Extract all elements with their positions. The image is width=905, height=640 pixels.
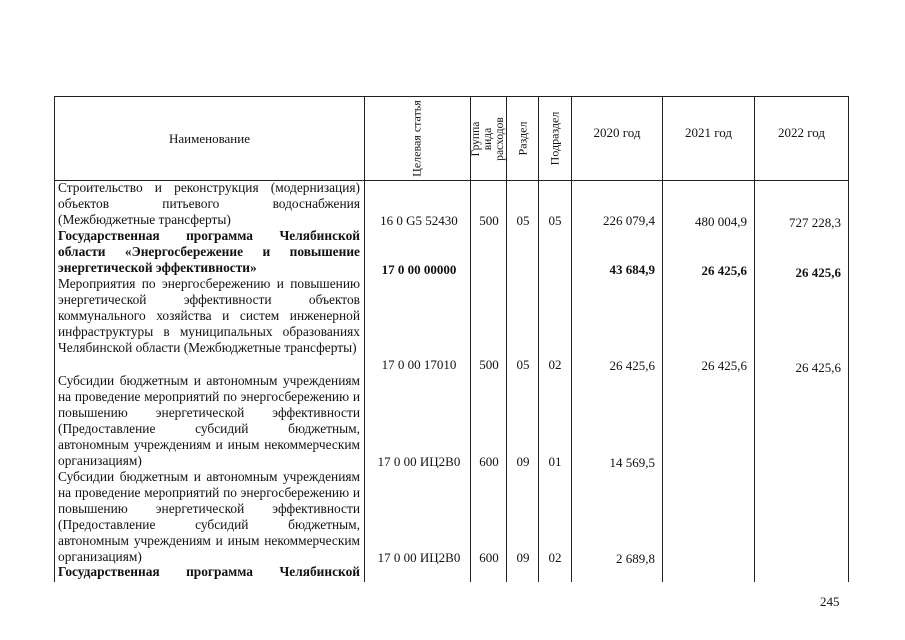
row-value-2020: 226 079,4 <box>603 213 655 228</box>
col-divider-name <box>364 96 365 582</box>
page-number: 245 <box>820 594 840 609</box>
row-code: 16 0 G5 52430 <box>380 213 458 228</box>
header-section <box>507 97 538 180</box>
row-value-2021: 26 425,6 <box>701 263 747 278</box>
row-value-2022: 26 425,6 <box>795 360 841 375</box>
header-section-label: Раздел <box>515 121 530 156</box>
row-value-2020: 2 689,8 <box>616 551 655 566</box>
header-2020: 2020 год <box>593 125 641 140</box>
row-name: Государственная программа Челябинской области «Энергосбережение и повышение энергетической эффективности» <box>58 228 360 276</box>
table-right-border <box>848 96 849 582</box>
row-name: Субсидии бюджетным и автономным учреждениям на проведение мероприятий по энергосбережению и повышению энергетической эффективности (Предоставление субсидий бюджетным, автономным учреждениям и иным некоммерческим организациям) <box>58 373 360 469</box>
row-subsection: 02 <box>548 357 562 372</box>
header-subsection-label: Подраздел <box>547 111 562 166</box>
header-subsection <box>539 97 571 180</box>
row-subsection: 05 <box>548 213 562 228</box>
row-section: 05 <box>516 213 530 228</box>
row-value-2022: 727 228,3 <box>789 215 841 230</box>
row-value-2022: 26 425,6 <box>795 265 841 280</box>
row-name: Строительство и реконструкция (модернизация) объектов питьевого водоснабжения (Межбюджетные трансферты) <box>58 180 360 228</box>
row-value-2021: 480 004,9 <box>695 214 747 229</box>
row-code: 17 0 00 00000 <box>381 262 457 277</box>
row-value-2020: 26 425,6 <box>609 358 655 373</box>
row-code: 17 0 00 ИЦ2В0 <box>377 454 461 469</box>
header-group-label: Группа вида расходов <box>470 116 506 161</box>
row-section: 05 <box>516 357 530 372</box>
row-name: Государственная программа Челябинской <box>58 564 360 579</box>
row-value-2021: 26 425,6 <box>701 358 747 373</box>
row-group: 600 <box>479 550 499 565</box>
row-group: 600 <box>479 454 499 469</box>
row-code: 17 0 00 ИЦ2В0 <box>377 550 461 565</box>
row-name: Мероприятия по энергосбережению и повышению энергетической эффективности объектов коммунального хозяйства и систем инженерной инфраструктуры в муниципальных образованиях Челябинской области (Межбюджетные трансферты) <box>58 276 360 356</box>
row-name: Субсидии бюджетным и автономным учреждениям на проведение мероприятий по энергосбережению и повышению энергетической эффективности (Предоставление субсидий бюджетным, автономным учреждениям и иным некоммерческим организациям) <box>58 469 360 565</box>
row-value-2020: 14 569,5 <box>609 455 655 470</box>
row-subsection: 01 <box>548 454 562 469</box>
row-code: 17 0 00 17010 <box>381 357 457 372</box>
row-value-2020: 43 684,9 <box>609 262 655 277</box>
header-2021: 2021 год <box>685 125 732 140</box>
row-section: 09 <box>516 550 530 565</box>
row-group: 500 <box>479 213 499 228</box>
header-name: Наименование <box>169 130 250 146</box>
row-section: 09 <box>516 454 530 469</box>
row-subsection: 02 <box>548 550 562 565</box>
header-group <box>464 97 512 180</box>
row-group: 500 <box>479 357 499 372</box>
header-2022: 2022 год <box>778 125 825 140</box>
header-code <box>371 97 463 180</box>
header-code-label: Целевая статья <box>409 100 424 177</box>
